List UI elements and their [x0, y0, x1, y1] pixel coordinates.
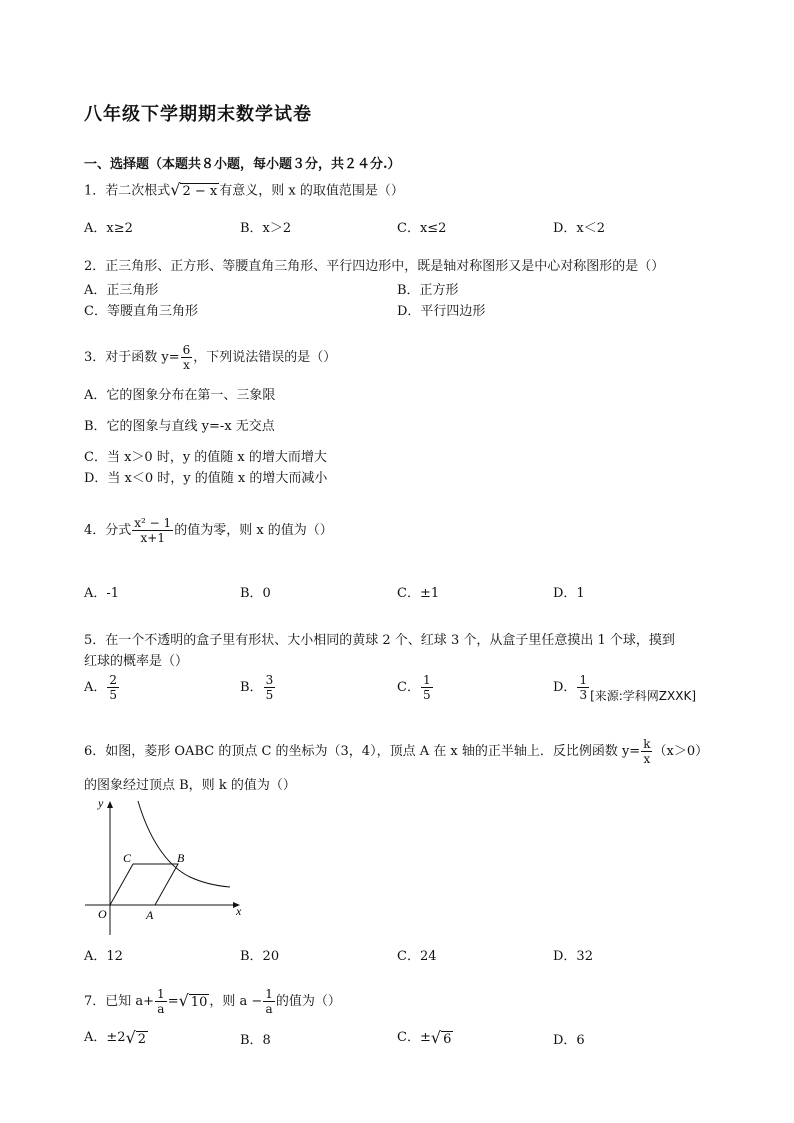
q6-stem-post: （x＞0）: [653, 744, 709, 759]
q7-numerator-2: 1: [265, 987, 273, 1001]
label-x: x: [236, 904, 242, 918]
q5-option-a: [84, 674, 120, 701]
q1-option-c: C．x≤2: [397, 221, 447, 236]
label-a: A: [146, 908, 154, 922]
q5-option-c-denominator: 5: [422, 688, 431, 702]
q7-option-a-coef: ±2: [106, 1030, 126, 1045]
q5-option-c-numerator: 1: [422, 673, 431, 687]
q4-denominator: x+1: [140, 531, 165, 545]
label-o: O: [98, 907, 107, 921]
q5-option-d-denominator: 3: [579, 688, 588, 702]
page-title: 八年级下学期期末数学试卷: [84, 104, 312, 125]
q5-option-a-label: A．: [84, 680, 107, 695]
q5-option-b-denominator: 5: [265, 688, 274, 702]
label-b: B: [177, 851, 185, 865]
q6-option-c: C．24: [397, 949, 437, 964]
question-6-line-1: [84, 738, 708, 765]
q5-source-note: [来源:学科网ZXXK]: [590, 689, 697, 703]
q6-stem-pre: 6．如图，菱形 OABC 的顶点 C 的坐标为（3，4），顶点 A 在 x 轴的正半轴上．反比例函数 y=: [84, 744, 641, 759]
q3-option-a: A．它的图象分布在第一、三象限: [84, 388, 276, 403]
q4-fraction: [132, 517, 173, 544]
q1-option-b: B．x＞2: [240, 221, 292, 236]
q1-option-a: A．x≥2: [84, 221, 133, 236]
q1-stem-post: 有意义，则 x 的取值范围是（）: [219, 183, 404, 199]
q3-option-c: C．当 x＞0 时，y 的值随 x 的增大而增大: [84, 450, 327, 465]
q7-option-b: B．8: [240, 1033, 271, 1048]
q2-option-d: D．平行四边形: [397, 304, 486, 319]
q7-equals: =: [167, 994, 179, 1009]
q4-option-a: A．-1: [84, 586, 120, 601]
q5-option-b-numerator: 3: [265, 673, 274, 687]
q1-radicand: 2 − x: [182, 184, 218, 199]
q5-option-d-numerator: 1: [579, 673, 588, 687]
q5-option-b-label: B．: [240, 680, 263, 695]
question-2: 2．正三角形、正方形、等腰直角三角形、平行四边形中，既是轴对称图形又是中心对称图形的是（）: [84, 259, 665, 274]
q3-option-b: B．它的图象与直线 y=-x 无交点: [84, 419, 275, 434]
q2-option-c: C．等腰直角三角形: [84, 304, 198, 319]
q7-option-a: A．±2√ 2: [84, 1028, 147, 1047]
q2-option-b: B．正方形: [397, 283, 459, 298]
q1-sqrt: √ 2 − x: [170, 180, 218, 199]
q3-option-d: D．当 x＜0 时，y 的值随 x 的增大而减小: [84, 471, 328, 486]
q3-fraction: [181, 344, 193, 371]
q7-option-c-coef: ±: [419, 1030, 431, 1045]
q3-denominator: x: [183, 358, 190, 372]
q7-option-c-label: C．: [397, 1030, 420, 1045]
q7-denominator-1: a: [157, 1002, 165, 1016]
question-3: [84, 344, 336, 371]
q4-stem-post: 的值为零，则 x 的值为（）: [174, 523, 333, 538]
question-5-line-2: 红球的概率是（）: [84, 654, 189, 669]
q7-numerator-1: 1: [157, 987, 165, 1001]
q6-option-d: D．32: [553, 949, 593, 964]
question-5-line-1: 5．在一个不透明的盒子里有形状、大小相同的黄球 2 个、红球 3 个，从盒子里任意摸出 1 个球，摸到: [84, 633, 675, 648]
q4-stem-pre: 4．分式: [84, 523, 132, 538]
q7-option-c: C．±√ 6: [397, 1028, 452, 1047]
label-y: y: [98, 796, 104, 810]
q7-option-c-radicand: 6: [443, 1032, 452, 1047]
q3-stem-post: ，下列说法错误的是（）: [193, 350, 337, 365]
q6-option-b: B．20: [240, 949, 280, 964]
q3-numerator: 6: [182, 343, 191, 357]
q7-option-a-radicand: 2: [137, 1032, 147, 1047]
question-6-line-2: 的图象经过顶点 B，则 k 的值为（）: [84, 778, 296, 793]
q4-numerator: x² − 1: [134, 516, 172, 530]
q7-stem-post: 的值为（）: [275, 994, 341, 1009]
q4-option-d: D．1: [553, 586, 585, 601]
q7-stem-mid: ，则 a −: [209, 994, 263, 1009]
q3-stem-pre: 3．对于函数 y=: [84, 350, 180, 365]
q5-option-b: [240, 674, 276, 701]
q1-stem-pre: 1．若二次根式: [84, 183, 171, 199]
q5-option-c: [397, 674, 434, 701]
q5-option-d-label: D．: [553, 680, 577, 695]
question-1: [84, 181, 404, 201]
label-c: C: [123, 851, 132, 865]
q4-option-b: B．0: [240, 586, 271, 601]
hyperbola-curve: [138, 801, 230, 887]
y-axis-arrow-icon: [107, 801, 113, 808]
question-4: [84, 517, 333, 544]
q5-option-d: [553, 674, 696, 704]
q6-option-a: A．12: [84, 949, 123, 964]
q5-option-c-label: C．: [397, 680, 420, 695]
q7-stem-pre: 7．已知 a+: [84, 994, 155, 1009]
q6-denominator: x: [643, 752, 651, 766]
q7-option-d: D．6: [553, 1033, 585, 1048]
q2-option-a: A．正三角形: [84, 283, 159, 298]
q6-numerator: k: [643, 737, 651, 751]
rhombus-oabc: [110, 864, 178, 905]
q5-option-a-numerator: 2: [109, 673, 118, 687]
q5-option-a-denominator: 5: [109, 688, 118, 702]
q6-fraction: [641, 738, 652, 765]
q4-option-c: C．±1: [397, 586, 440, 601]
question-7: 7．已知 a+ $\frac{1}{a}$ =√ 10 ，则 a − $\frac{1}{a}$ 的值为（）: [84, 987, 341, 1016]
rhombus-hyperbola-figure: [80, 795, 250, 940]
section-heading: 一、选择题（本题共８小题，每小题３分，共２４分.）: [84, 157, 401, 172]
q7-option-a-label: A．: [84, 1030, 107, 1045]
q7-denominator-2: a: [265, 1002, 273, 1016]
q7-radicand: 10: [190, 994, 208, 1010]
q1-option-d: D．x＜2: [553, 221, 606, 236]
